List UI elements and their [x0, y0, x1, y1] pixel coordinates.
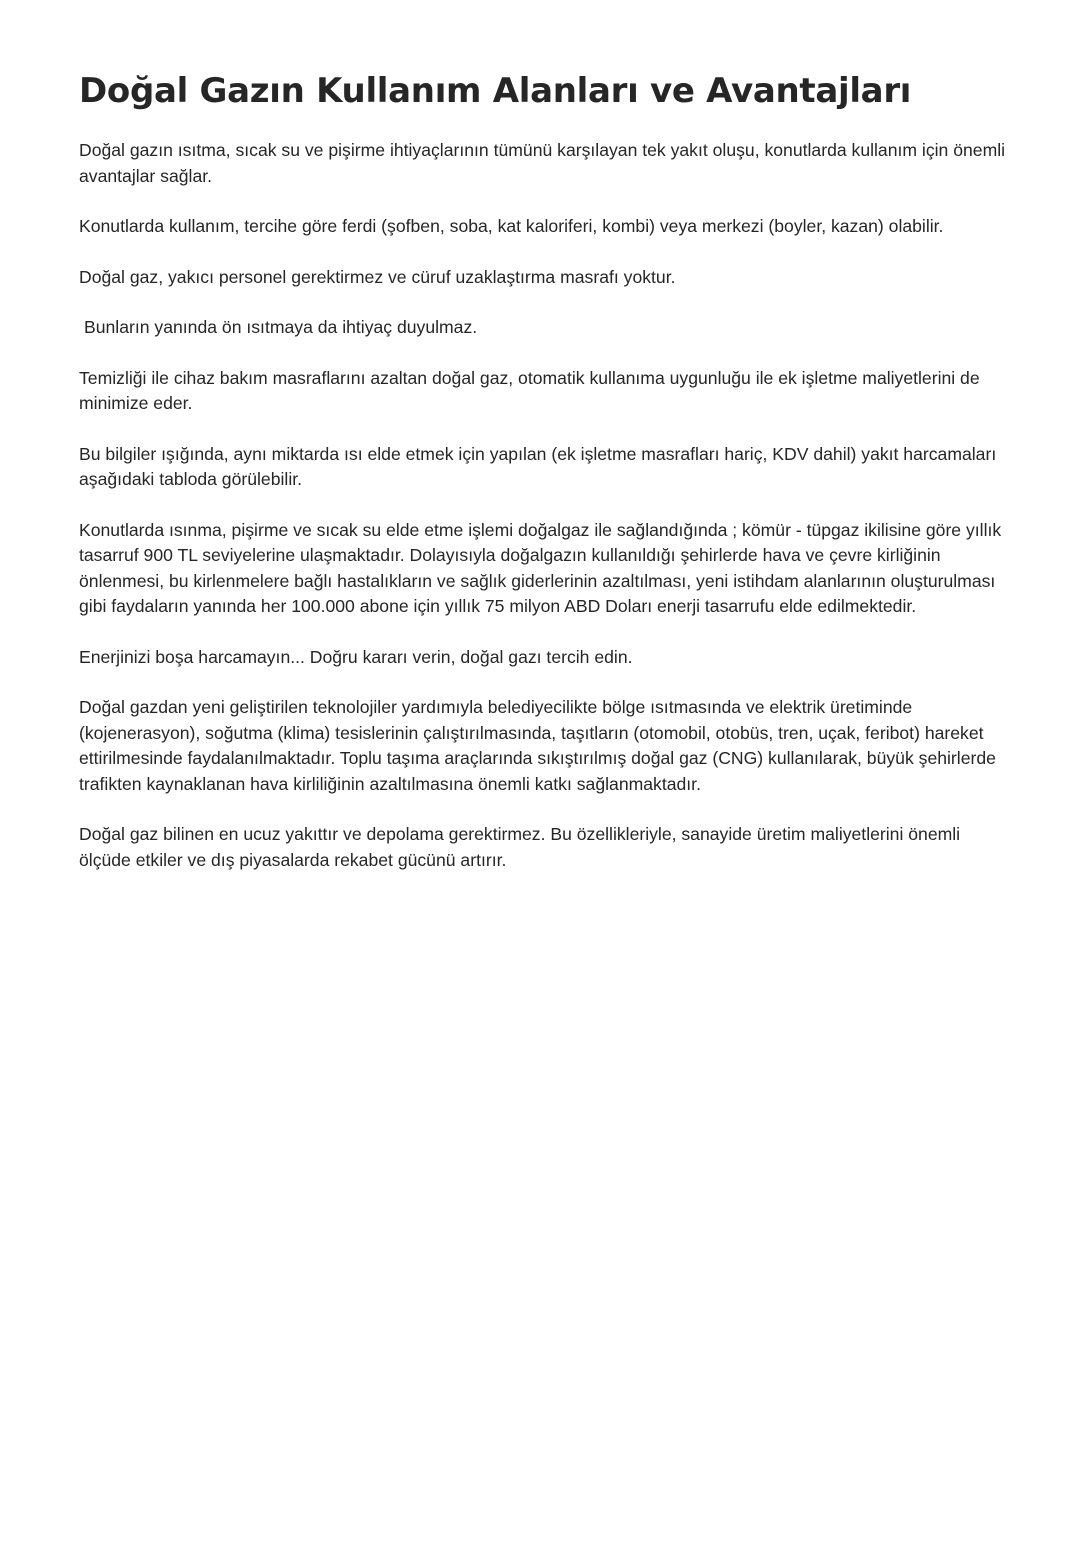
paragraph-no-personnel: Doğal gaz, yakıcı personel gerektirmez ve cüruf uzaklaştırma masrafı yoktur. [79, 266, 676, 287]
paragraph-savings: Konutlarda ısınma, pişirme ve sıcak su elde etme işlemi doğalgaz ile sağlandığında ; kömür - tüpgaz ikilisine göre yıllık tasarruf 900 TL seviyelerine ulaşmaktadır. Dolayısıyla doğalgazın kullanıldığı şehirlerde hava ve çevre kirliğinin önlenmesi, bu kirlenmelere bağlı hastalıkların ve sağlık giderlerinin azaltılması, yeni istihdam alanlarının oluşturulması gibi faydaların yanında her 100.000 abone için yıllık 75 milyon ABD Doları enerji tasarrufu elde edilmektedir. [79, 519, 1002, 616]
document-body [79, 68, 1014, 898]
paragraph-fuel-costs: Bu bilgiler ışığında, aynı miktarda ısı elde etmek için yapılan (ek işletme masrafları hariç, KDV dahil) yakıt harcamaları aşağıdaki tabloda görülebilir. [79, 443, 997, 489]
paragraph-slogan: Enerjinizi boşa harcamayın... Doğru kararı verin, doğal gazı tercih edin. [79, 646, 633, 667]
paragraph-maintenance: Temizliği ile cihaz bakım masraflarını azaltan doğal gaz, otomatik kullanıma uygunluğu ile ek işletme maliyetlerini de minimize eder. [79, 367, 980, 413]
paragraph-no-preheating: Bunların yanında ön ısıtmaya da ihtiyaç duyulmaz. [84, 317, 478, 337]
paragraph-intro: Doğal gazın ısıtma, sıcak su ve pişirme ihtiyaçlarının tümünü karşılayan tek yakıt oluşu, konutlarda kullanım için önemli avantajlar sağlar. [79, 140, 1006, 186]
paragraph-cheapest-fuel: Doğal gaz bilinen en ucuz yakıttır ve depolama gerektirmez. Bu özellikleriyle, sanayide üretim maliyetlerini önemli ölçüde etkiler ve dış piyasalarda rekabet gücünü artırır. [79, 824, 961, 870]
paragraph-technologies: Doğal gazdan yeni geliştirilen teknolojiler yardımıyla belediyecilikte bölge ısıtmasında ve elektrik üretiminde (kojenerasyon), soğutma (klima) tesislerinin çalıştırılmasında, taşıtların (otomobil, otobüs, tren, uçak, feribot) hareket ettirilmesinde faydalanılmaktadır. Toplu taşıma araçlarında sıkıştırılmış doğal gaz (CNG) kullanılarak, büyük şehirlerde trafikten kaynaklanan hava kirliliğinin azaltılmasına önemli katkı sağlanmaktadır. [79, 697, 996, 794]
page-title: Doğal Gazın Kullanım Alanları ve Avantajları [79, 71, 912, 111]
paragraph-residential-usage: Konutlarda kullanım, tercihe göre ferdi (şofben, soba, kat kaloriferi, kombi) veya merkezi (boyler, kazan) olabilir. [79, 216, 944, 236]
